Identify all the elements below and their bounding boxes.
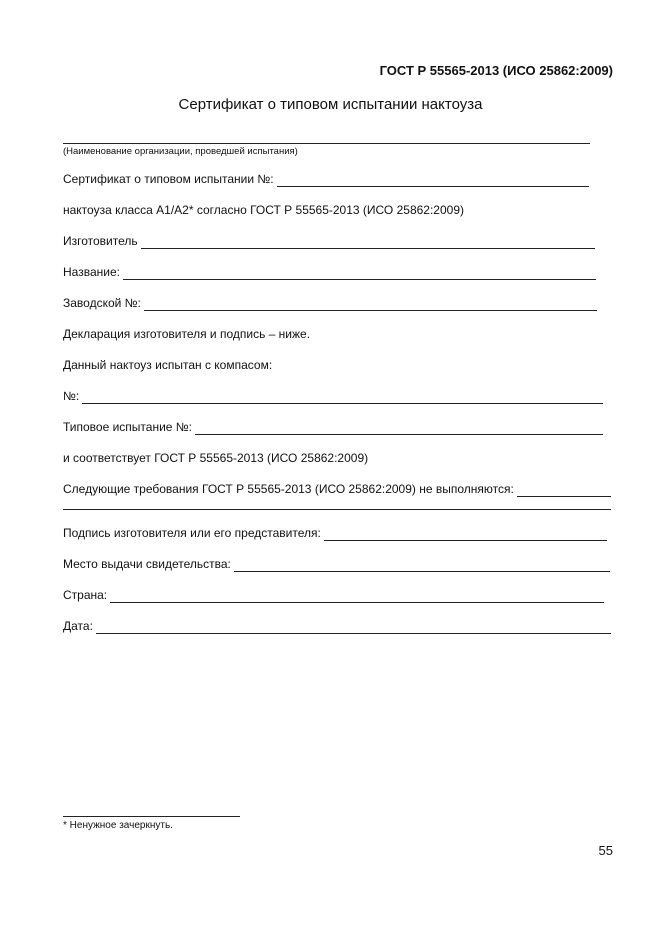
certificate-number-line[interactable] xyxy=(277,173,589,187)
compass-number-field[interactable] xyxy=(63,387,603,404)
footnote-rule xyxy=(63,816,240,817)
unmet-requirements-label: Следующие требования ГОСТ Р 55565-2013 (ИСО 25862:2009) не выполняются: xyxy=(63,482,514,496)
unmet-requirements-line[interactable] xyxy=(517,483,611,497)
certificate-number-label: Сертификат о типовом испытании №: xyxy=(63,172,274,186)
serial-number-label: Заводской №: xyxy=(63,296,141,310)
name-line[interactable] xyxy=(123,266,596,280)
manufacturer-line[interactable] xyxy=(141,235,595,249)
organization-field-line[interactable] xyxy=(63,129,590,144)
signature-field[interactable] xyxy=(63,524,607,541)
compass-tested-text: Данный нактоуз испытан с компасом: xyxy=(63,358,273,372)
country-label: Страна: xyxy=(63,588,108,602)
name-field[interactable] xyxy=(63,263,596,280)
type-test-number-line[interactable] xyxy=(195,421,603,435)
serial-number-field[interactable] xyxy=(63,294,597,311)
compass-number-line[interactable] xyxy=(82,390,603,404)
manufacturer-label: Изготовитель xyxy=(63,234,138,248)
compass-number-label: №: xyxy=(63,389,80,403)
declaration-text: Декларация изготовителя и подпись – ниже. xyxy=(63,327,311,341)
binnacle-class-line xyxy=(63,201,464,218)
footnote: * Ненужное зачеркнуть. xyxy=(63,820,173,831)
certificate-number-field[interactable] xyxy=(63,170,589,187)
organization-caption: (Наименование организации, проведшей испытания) xyxy=(63,146,298,157)
compliance-line xyxy=(63,449,368,466)
date-line[interactable] xyxy=(96,620,611,634)
unmet-requirements-field[interactable] xyxy=(63,480,611,497)
place-of-issue-field[interactable] xyxy=(63,555,610,572)
page-title: Сертификат о типовом испытании нактоуза xyxy=(178,96,483,113)
standard-header: ГОСТ Р 55565-2013 (ИСО 25862:2009) xyxy=(379,63,613,78)
manufacturer-field[interactable] xyxy=(63,232,595,249)
type-test-number-field[interactable] xyxy=(63,418,603,435)
serial-number-line[interactable] xyxy=(144,297,597,311)
name-label: Название: xyxy=(63,265,120,279)
page-number: 55 xyxy=(598,843,613,858)
country-field[interactable] xyxy=(63,586,604,603)
place-of-issue-line[interactable] xyxy=(234,558,610,572)
signature-line[interactable] xyxy=(324,527,607,541)
country-line[interactable] xyxy=(110,589,604,603)
type-test-number-label: Типовое испытание №: xyxy=(63,420,193,434)
date-label: Дата: xyxy=(63,619,93,633)
unmet-requirements-continuation-line[interactable] xyxy=(63,509,611,510)
compass-tested-line xyxy=(63,356,272,373)
place-of-issue-label: Место выдачи свидетельства: xyxy=(63,557,231,571)
signature-label: Подпись изготовителя или его представителя: xyxy=(63,526,321,540)
date-field[interactable] xyxy=(63,617,611,634)
binnacle-class-text: нактоуза класса А1/А2* согласно ГОСТ Р 55565-2013 (ИСО 25862:2009) xyxy=(63,203,464,217)
declaration-line xyxy=(63,325,310,342)
compliance-text: и соответствует ГОСТ Р 55565-2013 (ИСО 25862:2009) xyxy=(63,451,369,465)
